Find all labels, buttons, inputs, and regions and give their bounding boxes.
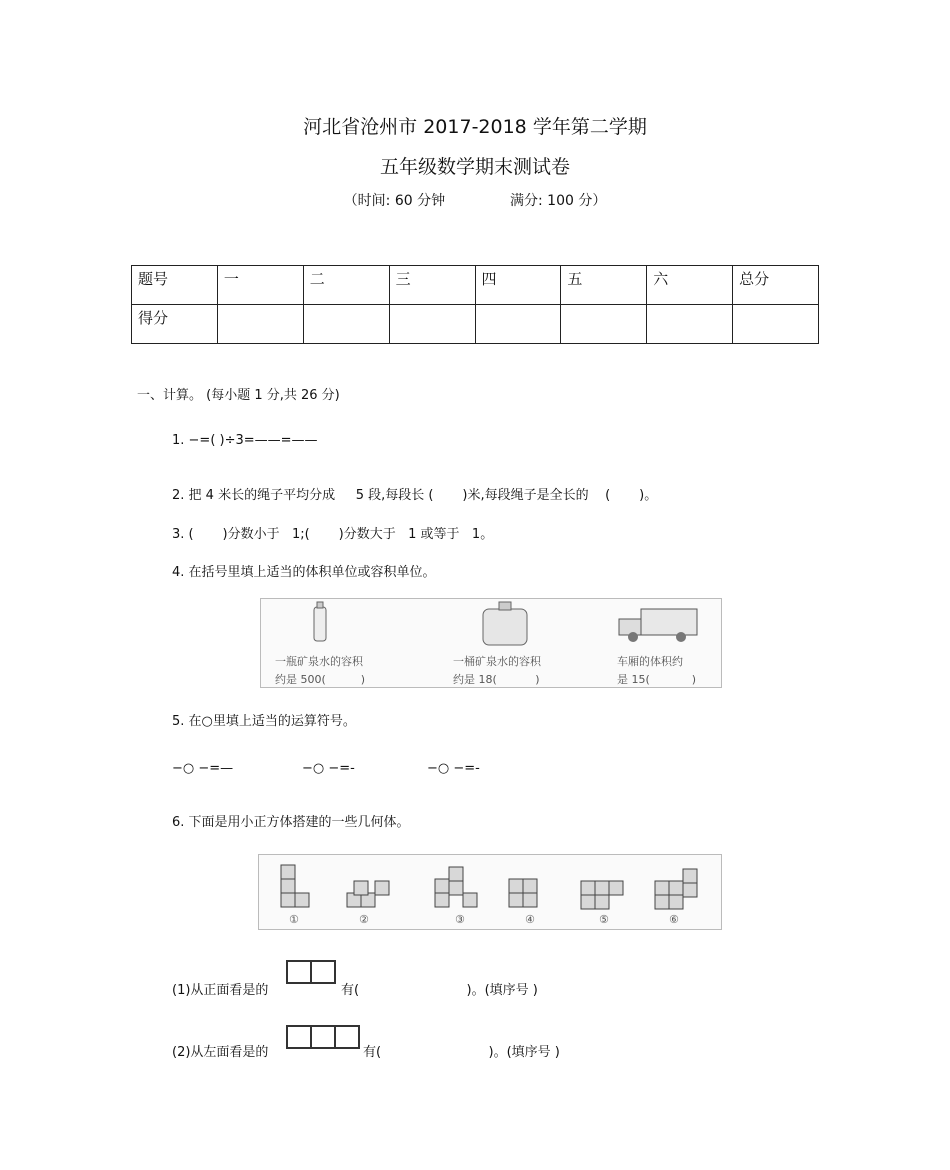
q5-expr-1: −○ −=— bbox=[172, 761, 234, 776]
question-1: 1. −=( )÷3=——=—— bbox=[172, 433, 318, 448]
left-view-figure bbox=[286, 1025, 360, 1049]
q6-sub1-suffix: 有( )。(填序号 ) bbox=[341, 983, 538, 998]
q6-label-6: ⑥ bbox=[669, 913, 679, 926]
score-cell: 一 bbox=[217, 266, 303, 305]
score-cell: 三 bbox=[389, 266, 475, 305]
water-jug-icon bbox=[483, 609, 527, 645]
q4-label-2a: 一桶矿泉水的容积 bbox=[453, 655, 541, 668]
score-cell: 总分 bbox=[733, 266, 819, 305]
section1-heading: 一、计算。 (每小题 1 分,共 26 分) bbox=[137, 388, 340, 403]
q5-expr-3: −○ −=- bbox=[427, 761, 480, 776]
score-cell: 得分 bbox=[132, 305, 218, 344]
time-info: （时间: 60 分钟 bbox=[343, 193, 446, 209]
q6-label-1: ① bbox=[289, 913, 299, 926]
question-3: 3. ( )分数小于 1;( )分数大于 1 或等于 1。 bbox=[172, 527, 494, 542]
q6-label-2: ② bbox=[359, 913, 369, 926]
question-5: 5. 在○里填上适当的运算符号。 bbox=[172, 714, 356, 729]
score-cell bbox=[303, 305, 389, 344]
q6-label-5: ⑤ bbox=[599, 913, 609, 926]
score-cell: 五 bbox=[561, 266, 647, 305]
q5-expr-2: −○ −=- bbox=[302, 761, 355, 776]
question-6: 6. 下面是用小正方体搭建的一些几何体。 bbox=[172, 815, 410, 830]
question-2: 2. 把 4 米长的绳子平均分成 5 段,每段长 ( )米,每段绳子是全长的 ( )。 bbox=[172, 488, 658, 503]
q4-label-3a: 车厢的体积约 bbox=[617, 655, 683, 668]
front-view-figure bbox=[286, 960, 336, 984]
score-cell bbox=[389, 305, 475, 344]
q4-label-1a: 一瓶矿泉水的容积 bbox=[275, 655, 363, 668]
score-cell: 四 bbox=[475, 266, 561, 305]
title-line2: 五年级数学期末测试卷 bbox=[379, 156, 570, 178]
q6-label-3: ③ bbox=[455, 913, 465, 926]
score-table-score-row bbox=[132, 305, 819, 344]
score-info: 满分: 100 分） bbox=[510, 193, 607, 209]
q6-image bbox=[258, 854, 722, 930]
q6-label-4: ④ bbox=[525, 913, 535, 926]
q6-sub2-suffix: 有( )。(填序号 ) bbox=[363, 1045, 560, 1060]
score-cell: 二 bbox=[303, 266, 389, 305]
score-cell: 题号 bbox=[132, 266, 218, 305]
bottle-icon bbox=[314, 607, 326, 641]
score-cell bbox=[647, 305, 733, 344]
truck-icon bbox=[641, 609, 697, 635]
score-cell: 六 bbox=[647, 266, 733, 305]
q6-sub1-prefix: (1)从正面看是的 bbox=[172, 983, 269, 998]
q6-cube-figures bbox=[259, 855, 721, 929]
q4-label-3b: 是 15( ) bbox=[617, 673, 697, 686]
title-line1: 河北省沧州市 2017-2018 学年第二学期 bbox=[303, 116, 647, 138]
question-4: 4. 在括号里填上适当的体积单位或容积单位。 bbox=[172, 565, 436, 580]
score-table bbox=[131, 265, 819, 344]
exam-info bbox=[0, 190, 950, 210]
q6-sub2-prefix: (2)从左面看是的 bbox=[172, 1045, 269, 1060]
score-cell bbox=[475, 305, 561, 344]
score-cell bbox=[733, 305, 819, 344]
score-cell bbox=[217, 305, 303, 344]
q4-label-1b: 约是 500( ) bbox=[275, 673, 366, 686]
q4-image bbox=[260, 598, 722, 688]
q4-label-2b: 约是 18( ) bbox=[453, 673, 540, 686]
score-cell bbox=[561, 305, 647, 344]
score-table-header-row bbox=[132, 266, 819, 305]
